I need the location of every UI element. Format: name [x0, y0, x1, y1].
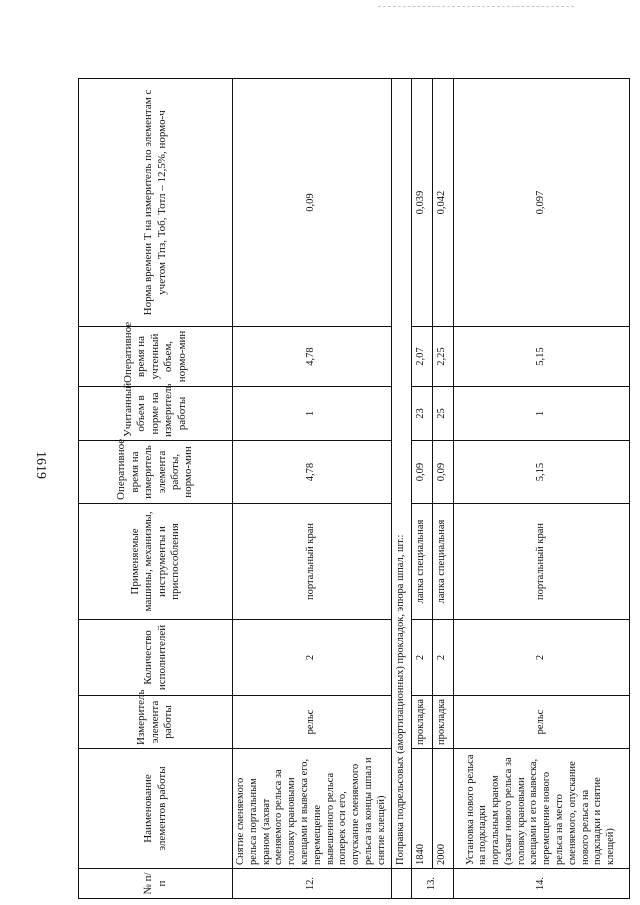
row13-1840-machines: лапка специальная — [411, 504, 432, 620]
row12-machines: портальный кран — [233, 504, 392, 620]
row14-op-time: 5,15 — [453, 441, 629, 504]
row12-volume: 1 — [233, 387, 392, 441]
row13-1840-op-time: 0,09 — [411, 441, 432, 504]
row13-2000-workers: 2 — [432, 620, 453, 696]
row14-name: Установка нового рельса на подкладки портальным краном (захват нового рельса за головку крановыми клещами и его вывеска, перемещение нового рельса на место сменяемого, опускание нового рельса на подкладки и снятие клещей) — [453, 749, 629, 869]
header-num: № п/п — [79, 869, 233, 899]
row13-2000-volume: 25 — [432, 387, 453, 441]
table-row-13-1840 — [411, 79, 432, 899]
row12-name: Снятие сменяемого рельса портальным краном (захват сменяемого рельса за головку крановыми клещами и вывеска его, перемещение вывешенного рельса поперек оси его, опускание сменяемого рельса на концы шпал и снятие клещей) — [233, 749, 392, 869]
header-volume: Учитанный объем в норме на измеритель работы — [79, 387, 233, 441]
row12-op-time-volume: 4,78 — [233, 327, 392, 387]
header-row — [79, 79, 233, 899]
row13-1840-volume: 23 — [411, 387, 432, 441]
row12-op-time: 4,78 — [233, 441, 392, 504]
section13-num-cell — [391, 869, 411, 899]
row12-norm: 0,09 — [233, 79, 392, 327]
rotated-table-page — [78, 79, 630, 899]
row13-2000-unit: прокладка — [432, 696, 453, 749]
row14-volume: 1 — [453, 387, 629, 441]
row14-norm: 0,097 — [453, 79, 629, 327]
row13-2000-norm: 0,042 — [432, 79, 453, 327]
table-row-section-13 — [391, 79, 411, 899]
row14-num: 14. — [453, 869, 629, 899]
page-number: 1619 — [33, 451, 48, 479]
row13-1840-norm: 0,039 — [411, 79, 432, 327]
row13-1840-label: 1840 — [411, 749, 432, 869]
norms-table — [78, 78, 630, 899]
row14-op-time-volume: 5,15 — [453, 327, 629, 387]
section13-title: Поправка подрельсовых (амортизационных) прокладок, эпюра шпал, шт.: — [391, 79, 411, 869]
row13-num: 13. — [411, 869, 453, 899]
header-norm: Норма времени Т на измеритель по элементам с учетом Тпз, Тоб, Тотл – 12,5%, нормо-ч — [79, 79, 233, 327]
row14-workers: 2 — [453, 620, 629, 696]
row14-machines: портальный кран — [453, 504, 629, 620]
header-unit: Измеритель элемента работы — [79, 696, 233, 749]
header-machines: Применяемые машины, механизмы, инструменты и приспособления — [79, 504, 233, 620]
row13-2000-label: 2000 — [432, 749, 453, 869]
row13-2000-op-time-volume: 2,25 — [432, 327, 453, 387]
table-row-14 — [453, 79, 629, 899]
table-row-13-2000 — [432, 79, 453, 899]
row13-1840-unit: прокладка — [411, 696, 432, 749]
row13-2000-machines: лапка специальная — [432, 504, 453, 620]
row12-num: 12. — [233, 869, 392, 899]
header-op-time-volume: Оперативное время на учтенный объем, нормо-мин — [79, 327, 233, 387]
header-workers: Количество исполнителей — [79, 620, 233, 696]
row13-1840-op-time-volume: 2,07 — [411, 327, 432, 387]
header-op-time: Оперативное время на измеритель элемента работы, нормо-мин — [79, 441, 233, 504]
row13-1840-workers: 2 — [411, 620, 432, 696]
row12-workers: 2 — [233, 620, 392, 696]
header-name: Наименование элементов работы — [79, 749, 233, 869]
row12-unit: рельс — [233, 696, 392, 749]
row14-unit: рельс — [453, 696, 629, 749]
row13-2000-op-time: 0,09 — [432, 441, 453, 504]
top-dashed-rule — [378, 6, 574, 7]
table-row-12 — [233, 79, 392, 899]
